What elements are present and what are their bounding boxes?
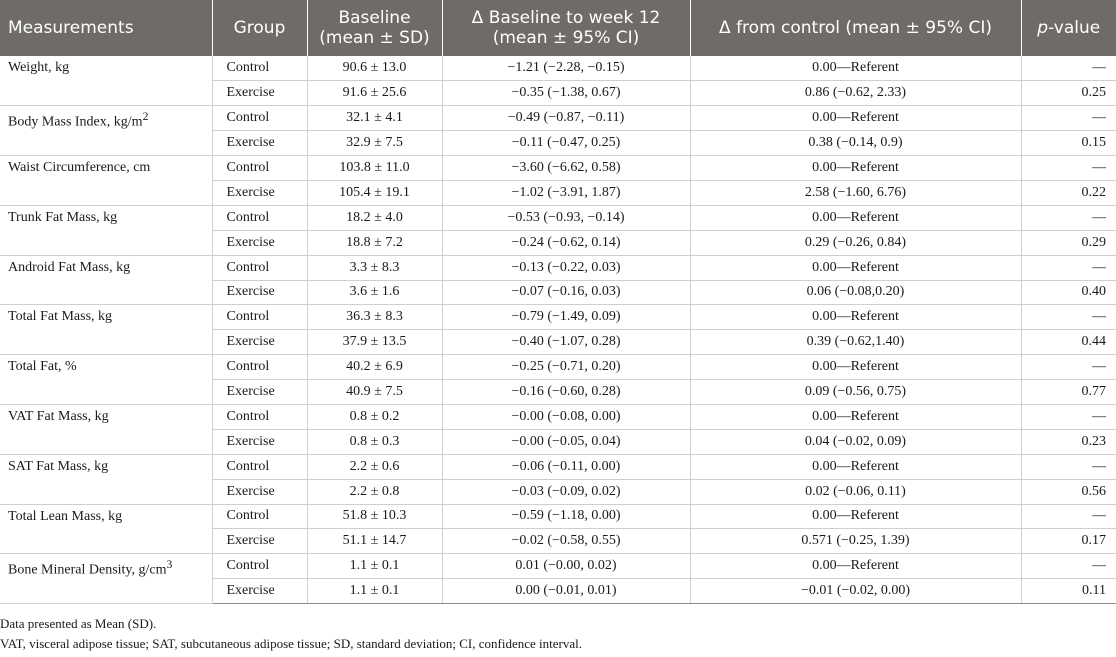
header-baseline-line1: Baseline bbox=[338, 8, 411, 28]
measurement-name bbox=[0, 56, 212, 106]
p-value-cell: — bbox=[1021, 404, 1116, 429]
group-cell: Control bbox=[212, 355, 307, 380]
measurement-name bbox=[0, 156, 212, 206]
footnote-abbreviations: VAT, visceral adipose tissue; SAT, subcutaneous adipose tissue; SD, standard deviation; CI, confidence interval. bbox=[0, 636, 582, 651]
group-cell: Control bbox=[212, 404, 307, 429]
header-group: Group bbox=[212, 0, 307, 56]
header-from-control: Δ from control (mean ± 95% CI) bbox=[690, 0, 1021, 56]
header-p-value bbox=[1021, 0, 1116, 56]
delta-week12-cell: −0.02 (−0.58, 0.55) bbox=[442, 529, 690, 554]
from-control-cell: 0.06 (−0.08,0.20) bbox=[690, 280, 1021, 305]
header-delta-week12 bbox=[442, 0, 690, 56]
p-value-cell: 0.17 bbox=[1021, 529, 1116, 554]
baseline-cell: 103.8 ± 11.0 bbox=[307, 156, 442, 181]
p-value-cell: — bbox=[1021, 56, 1116, 81]
header-row bbox=[0, 0, 1116, 56]
measurement-label: Total Fat Mass, kg bbox=[8, 309, 113, 325]
from-control-cell: 0.00—Referent bbox=[690, 355, 1021, 380]
header-p-letter: p bbox=[1037, 18, 1049, 38]
delta-week12-cell: −0.13 (−0.22, 0.03) bbox=[442, 255, 690, 280]
from-control-cell: 0.00—Referent bbox=[690, 255, 1021, 280]
table-row bbox=[0, 106, 1116, 131]
measurement-label: Body Mass Index, kg/m bbox=[8, 114, 143, 130]
group-cell: Exercise bbox=[212, 579, 307, 604]
baseline-cell: 40.9 ± 7.5 bbox=[307, 380, 442, 405]
table-row bbox=[0, 305, 1116, 330]
table-footnotes bbox=[0, 614, 582, 654]
from-control-cell: 2.58 (−1.60, 6.76) bbox=[690, 180, 1021, 205]
header-baseline-line2: (mean ± SD) bbox=[319, 28, 430, 48]
baseline-cell: 2.2 ± 0.8 bbox=[307, 479, 442, 504]
table-row bbox=[0, 554, 1116, 579]
from-control-cell: 0.00—Referent bbox=[690, 454, 1021, 479]
table-row bbox=[0, 255, 1116, 280]
p-value-cell: 0.22 bbox=[1021, 180, 1116, 205]
from-control-cell: 0.38 (−0.14, 0.9) bbox=[690, 131, 1021, 156]
baseline-cell: 90.6 ± 13.0 bbox=[307, 56, 442, 81]
measurement-label: Total Lean Mass, kg bbox=[8, 508, 123, 524]
measurement-name bbox=[0, 205, 212, 255]
table-row bbox=[0, 404, 1116, 429]
table-row bbox=[0, 504, 1116, 529]
baseline-cell: 0.8 ± 0.2 bbox=[307, 404, 442, 429]
baseline-cell: 36.3 ± 8.3 bbox=[307, 305, 442, 330]
table-row bbox=[0, 156, 1116, 181]
group-cell: Exercise bbox=[212, 81, 307, 106]
from-control-cell: 0.04 (−0.02, 0.09) bbox=[690, 429, 1021, 454]
delta-week12-cell: −0.25 (−0.71, 0.20) bbox=[442, 355, 690, 380]
table-row bbox=[0, 205, 1116, 230]
measurement-name bbox=[0, 404, 212, 454]
header-delta-line1: Δ Baseline to week 12 bbox=[471, 8, 661, 28]
header-baseline bbox=[307, 0, 442, 56]
baseline-cell: 32.9 ± 7.5 bbox=[307, 131, 442, 156]
p-value-cell: 0.40 bbox=[1021, 280, 1116, 305]
delta-week12-cell: −0.00 (−0.08, 0.00) bbox=[442, 404, 690, 429]
from-control-cell: 0.86 (−0.62, 2.33) bbox=[690, 81, 1021, 106]
group-cell: Exercise bbox=[212, 479, 307, 504]
group-cell: Control bbox=[212, 56, 307, 81]
baseline-cell: 1.1 ± 0.1 bbox=[307, 554, 442, 579]
baseline-cell: 37.9 ± 13.5 bbox=[307, 330, 442, 355]
delta-week12-cell: −0.24 (−0.62, 0.14) bbox=[442, 230, 690, 255]
p-value-cell: 0.29 bbox=[1021, 230, 1116, 255]
delta-week12-cell: −0.00 (−0.05, 0.04) bbox=[442, 429, 690, 454]
measurement-label: SAT Fat Mass, kg bbox=[8, 458, 109, 474]
group-cell: Control bbox=[212, 504, 307, 529]
baseline-cell: 1.1 ± 0.1 bbox=[307, 579, 442, 604]
from-control-cell: 0.09 (−0.56, 0.75) bbox=[690, 380, 1021, 405]
from-control-cell: −0.01 (−0.02, 0.00) bbox=[690, 579, 1021, 604]
p-value-cell: — bbox=[1021, 106, 1116, 131]
measurement-label: VAT Fat Mass, kg bbox=[8, 408, 109, 424]
measurement-label: Waist Circumference, cm bbox=[8, 160, 151, 176]
delta-week12-cell: −0.03 (−0.09, 0.02) bbox=[442, 479, 690, 504]
measurement-label: Trunk Fat Mass, kg bbox=[8, 209, 118, 225]
baseline-cell: 91.6 ± 25.6 bbox=[307, 81, 442, 106]
from-control-cell: 0.571 (−0.25, 1.39) bbox=[690, 529, 1021, 554]
group-cell: Exercise bbox=[212, 180, 307, 205]
p-value-cell: 0.77 bbox=[1021, 380, 1116, 405]
baseline-cell: 0.8 ± 0.3 bbox=[307, 429, 442, 454]
table-row bbox=[0, 56, 1116, 81]
group-cell: Control bbox=[212, 106, 307, 131]
group-cell: Control bbox=[212, 205, 307, 230]
measurement-name bbox=[0, 305, 212, 355]
footnote-data-presented: Data presented as Mean (SD). bbox=[0, 616, 157, 631]
delta-week12-cell: −1.02 (−3.91, 1.87) bbox=[442, 180, 690, 205]
p-value-cell: — bbox=[1021, 156, 1116, 181]
table-row bbox=[0, 355, 1116, 380]
group-cell: Exercise bbox=[212, 230, 307, 255]
from-control-cell: 0.00—Referent bbox=[690, 305, 1021, 330]
measurement-name bbox=[0, 355, 212, 405]
measurement-name bbox=[0, 554, 212, 604]
measurement-label: Weight, kg bbox=[8, 60, 70, 75]
from-control-cell: 0.00—Referent bbox=[690, 56, 1021, 81]
from-control-cell: 0.00—Referent bbox=[690, 205, 1021, 230]
header-p-suffix: -value bbox=[1048, 18, 1101, 38]
delta-week12-cell: −3.60 (−6.62, 0.58) bbox=[442, 156, 690, 181]
measurement-label: Bone Mineral Density, g/cm bbox=[8, 562, 167, 578]
p-value-cell: 0.11 bbox=[1021, 579, 1116, 604]
baseline-cell: 40.2 ± 6.9 bbox=[307, 355, 442, 380]
from-control-cell: 0.29 (−0.26, 0.84) bbox=[690, 230, 1021, 255]
group-cell: Exercise bbox=[212, 529, 307, 554]
delta-week12-cell: −0.07 (−0.16, 0.03) bbox=[442, 280, 690, 305]
p-value-cell: — bbox=[1021, 454, 1116, 479]
delta-week12-cell: −0.06 (−0.11, 0.00) bbox=[442, 454, 690, 479]
p-value-cell: 0.15 bbox=[1021, 131, 1116, 156]
measurement-label: Android Fat Mass, kg bbox=[8, 259, 131, 275]
from-control-cell: 0.00—Referent bbox=[690, 504, 1021, 529]
p-value-cell: — bbox=[1021, 305, 1116, 330]
baseline-cell: 2.2 ± 0.6 bbox=[307, 454, 442, 479]
delta-week12-cell: −0.16 (−0.60, 0.28) bbox=[442, 380, 690, 405]
baseline-cell: 105.4 ± 19.1 bbox=[307, 180, 442, 205]
group-cell: Control bbox=[212, 156, 307, 181]
delta-week12-cell: 0.00 (−0.01, 0.01) bbox=[442, 579, 690, 604]
p-value-cell: — bbox=[1021, 255, 1116, 280]
baseline-cell: 18.8 ± 7.2 bbox=[307, 230, 442, 255]
group-cell: Exercise bbox=[212, 429, 307, 454]
measurement-unit-exponent: 2 bbox=[142, 110, 149, 124]
from-control-cell: 0.00—Referent bbox=[690, 404, 1021, 429]
from-control-cell: 0.02 (−0.06, 0.11) bbox=[690, 479, 1021, 504]
header-delta-line2: (mean ± 95% CI) bbox=[492, 28, 640, 48]
p-value-cell: 0.25 bbox=[1021, 81, 1116, 106]
baseline-cell: 51.1 ± 14.7 bbox=[307, 529, 442, 554]
table-row bbox=[0, 454, 1116, 479]
group-cell: Exercise bbox=[212, 131, 307, 156]
group-cell: Exercise bbox=[212, 330, 307, 355]
delta-week12-cell: −1.21 (−2.28, −0.15) bbox=[442, 56, 690, 81]
group-cell: Exercise bbox=[212, 380, 307, 405]
baseline-cell: 3.6 ± 1.6 bbox=[307, 280, 442, 305]
measurement-name bbox=[0, 504, 212, 554]
delta-week12-cell: −0.79 (−1.49, 0.09) bbox=[442, 305, 690, 330]
baseline-cell: 18.2 ± 4.0 bbox=[307, 205, 442, 230]
measurement-unit-exponent: 3 bbox=[166, 558, 173, 572]
p-value-cell: 0.56 bbox=[1021, 479, 1116, 504]
group-cell: Control bbox=[212, 255, 307, 280]
baseline-cell: 51.8 ± 10.3 bbox=[307, 504, 442, 529]
group-cell: Control bbox=[212, 454, 307, 479]
from-control-cell: 0.00—Referent bbox=[690, 156, 1021, 181]
table-body bbox=[0, 56, 1116, 604]
delta-week12-cell: −0.49 (−0.87, −0.11) bbox=[442, 106, 690, 131]
p-value-cell: — bbox=[1021, 205, 1116, 230]
p-value-cell: 0.23 bbox=[1021, 429, 1116, 454]
delta-week12-cell: −0.35 (−1.38, 0.67) bbox=[442, 81, 690, 106]
group-cell: Control bbox=[212, 554, 307, 579]
p-value-cell: — bbox=[1021, 554, 1116, 579]
delta-week12-cell: 0.01 (−0.00, 0.02) bbox=[442, 554, 690, 579]
p-value-cell: — bbox=[1021, 355, 1116, 380]
baseline-cell: 3.3 ± 8.3 bbox=[307, 255, 442, 280]
delta-week12-cell: −0.53 (−0.93, −0.14) bbox=[442, 205, 690, 230]
group-cell: Control bbox=[212, 305, 307, 330]
measurement-label: Total Fat, % bbox=[8, 359, 77, 375]
delta-week12-cell: −0.59 (−1.18, 0.00) bbox=[442, 504, 690, 529]
from-control-cell: 0.00—Referent bbox=[690, 554, 1021, 579]
header-measurements: Measurements bbox=[0, 0, 212, 56]
measurement-name bbox=[0, 454, 212, 504]
baseline-cell: 32.1 ± 4.1 bbox=[307, 106, 442, 131]
measurement-name bbox=[0, 255, 212, 305]
from-control-cell: 0.39 (−0.62,1.40) bbox=[690, 330, 1021, 355]
group-cell: Exercise bbox=[212, 280, 307, 305]
delta-week12-cell: −0.40 (−1.07, 0.28) bbox=[442, 330, 690, 355]
table-header bbox=[0, 0, 1116, 56]
measurement-name bbox=[0, 106, 212, 156]
p-value-cell: 0.44 bbox=[1021, 330, 1116, 355]
delta-week12-cell: −0.11 (−0.47, 0.25) bbox=[442, 131, 690, 156]
p-value-cell: — bbox=[1021, 504, 1116, 529]
from-control-cell: 0.00—Referent bbox=[690, 106, 1021, 131]
